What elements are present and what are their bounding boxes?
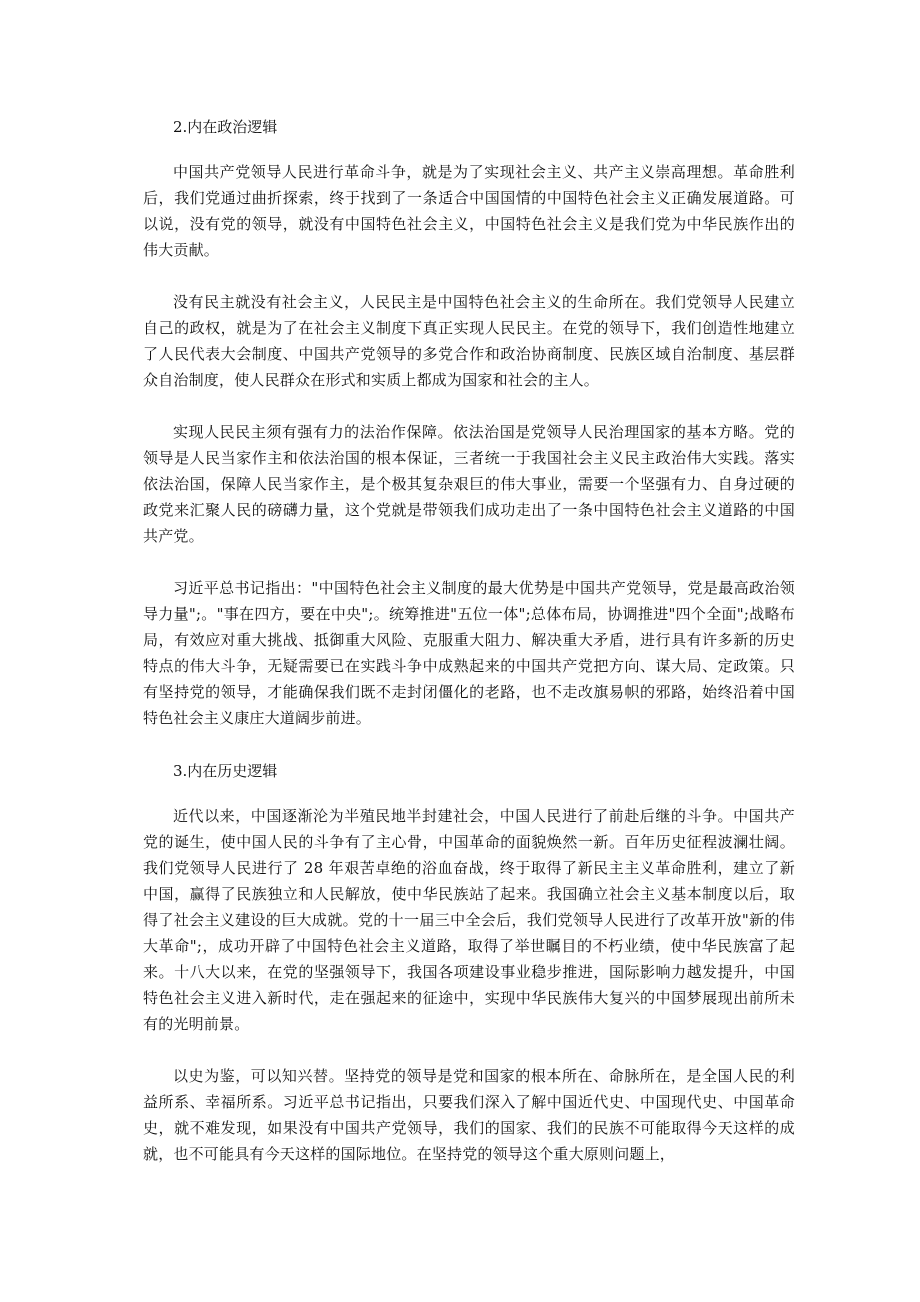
paragraph: 没有民主就没有社会主义，人民民主是中国特色社会主义的生命所在。我们党领导人民建立自己的政权，就是为了在社会主义制度下真正实现人民民主。在党的领导下，我们创造性地建立了人民代表大会制度、中国共产党领导的多党合作和政治协商制度、民族区域自治制度、基层群众自治制度，使人民群众在形式和实质上都成为国家和社会的主人。 <box>143 293 795 389</box>
paragraph: 习近平总书记指出："中国特色社会主义制度的最大优势是中国共产党领导，党是最高政治领导力量";。"事在四方，要在中央";。统筹推进"五位一体";总体布局，协调推进"四个全面";战略布局，有效应对重大挑战、抵御重大风险、克服重大阻力、解决重大矛盾，进行具有许多新的历史特点的伟大斗争，无疑需要已在实践斗争中成熟起来的中国共产党把方向、谋大局、定政策。只有坚持党的领导，才能确保我们既不走封闭僵化的老路，也不走改旗易帜的邪路，始终沿着中国特色社会主义康庄大道阔步前进。 <box>143 579 795 727</box>
paragraph: 实现人民民主须有强有力的法治作保障。依法治国是党领导人民治理国家的基本方略。党的领导是人民当家作主和依法治国的根本保证，三者统一于我国社会主义民主政治伟大实践。落实依法治国，保障人民当家作主，是个极其复杂艰巨的伟大事业，需要一个坚强有力、自身过硬的政党来汇聚人民的磅礴力量，这个党就是带领我们成功走出了一条中国特色社会主义道路的中国共产党。 <box>143 423 795 545</box>
paragraph: 中国共产党领导人民进行革命斗争，就是为了实现社会主义、共产主义崇高理想。革命胜利后，我们党通过曲折探索，终于找到了一条适合中国国情的中国特色社会主义正确发展道路。可以说，没有党的领导，就没有中国特色社会主义，中国特色社会主义是我们党为中华民族作出的伟大贡献。 <box>143 163 795 259</box>
document-page <box>143 113 795 1167</box>
paragraph: 近代以来，中国逐渐沦为半殖民地半封建社会，中国人民进行了前赴后继的斗争。中国共产党的诞生，使中国人民的斗争有了主心骨，中国革命的面貌焕然一新。百年历史征程波澜壮阔。我们党领导人民进行了 28 年艰苦卓绝的浴血奋战，终于取得了新民主主义革命胜利，建立了新中国，赢得了民族独立和人民解放，使中华民族站了起来。我国确立社会主义基本制度以后，取得了社会主义建设的巨大成就。党的十一届三中全会后，我们党领导人民进行了改革开放"新的伟大革命";，成功开辟了中国特色社会主义道路，取得了举世瞩目的不朽业绩，使中华民族富了起来。十八大以来，在党的坚强领导下，我国各项建设事业稳步推进，国际影响力越发提升，中国特色社会主义进入新时代，走在强起来的征途中，实现中华民族伟大复兴的中国梦展现出前所未有的光明前景。 <box>143 807 795 1033</box>
section-heading-historical-logic: 3.内在历史逻辑 <box>173 762 278 780</box>
section-heading-political-logic: 2.内在政治逻辑 <box>173 118 278 136</box>
paragraph: 以史为鉴，可以知兴替。坚持党的领导是党和国家的根本所在、命脉所在，是全国人民的利益所系、幸福所系。习近平总书记指出，只要我们深入了解中国近代史、中国现代史、中国革命史，就不难发现，如果没有中国共产党领导，我们的国家、我们的民族不可能取得今天这样的成就，也不可能具有今天这样的国际地位。在坚持党的领导这个重大原则问题上， <box>143 1067 795 1163</box>
